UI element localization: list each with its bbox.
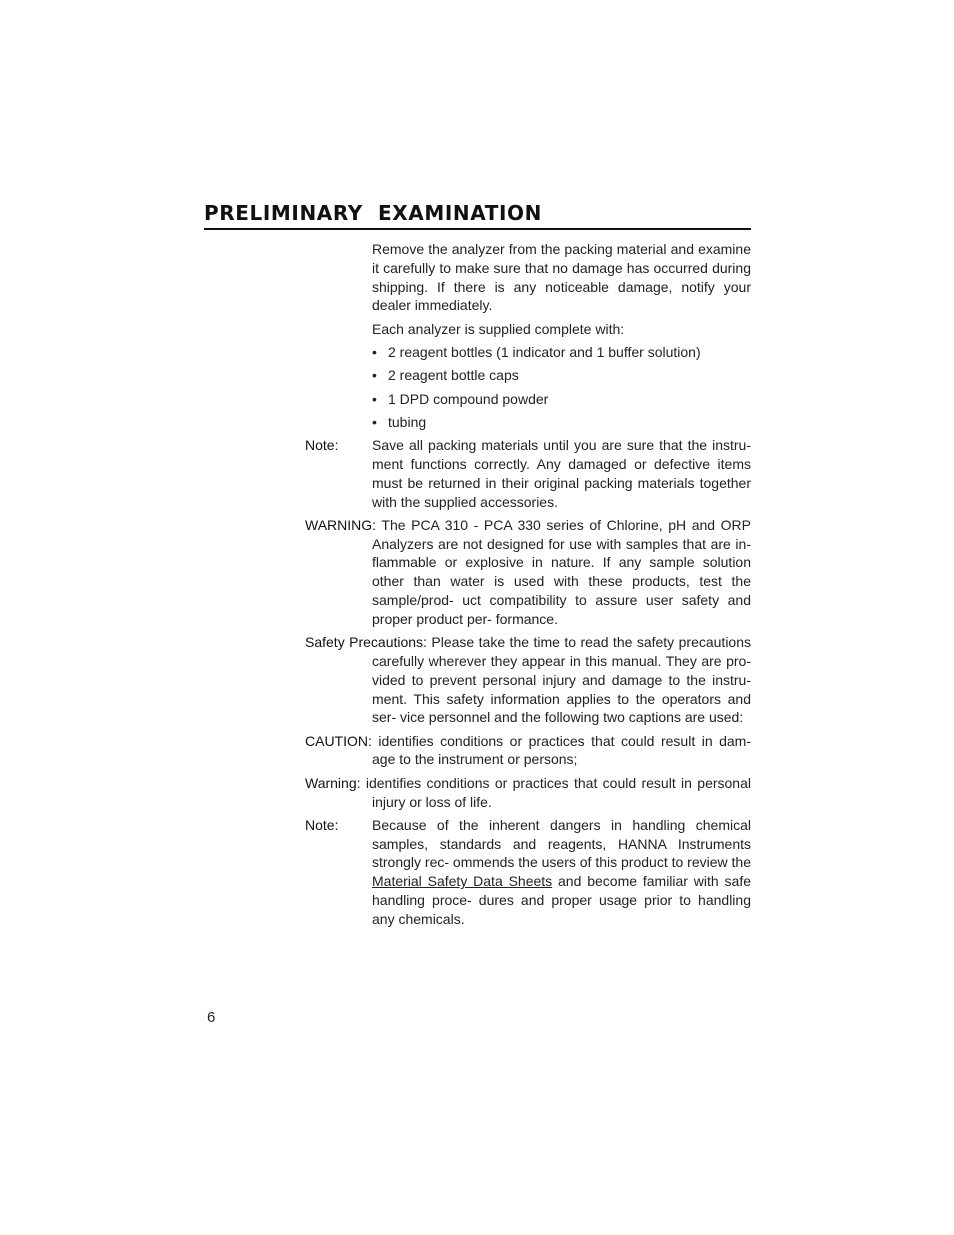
note-text-before: Because of the inherent dangers in handling chemical samples, standards and reagents, HANNA Instruments strongly rec- ommends the users of this product to review the	[372, 816, 751, 871]
list-item-text: tubing	[388, 413, 427, 430]
list-item-text: 1 DPD compound powder	[388, 390, 549, 407]
warning-paragraph	[305, 516, 751, 629]
note-text-after: and become familiar with safe handling proce- dures and proper usage prior to handling any chemicals.	[372, 873, 752, 927]
warning-text: The PCA 310 - PCA 330 series of Chlorine, pH and ORP Analyzers are not designed for use with samples that are in- flammable or explosive in nature. If any sample solution other than water is used with these products, test the sample/prod- uct compatibility to assure user safety and proper product per- formance.	[372, 516, 751, 627]
warning-caption-paragraph	[305, 774, 751, 812]
caution-paragraph	[305, 732, 751, 770]
list-item	[305, 390, 751, 409]
warning-caption-label: Warning:	[305, 774, 361, 791]
list-item	[305, 343, 751, 362]
note-label: Note:	[305, 437, 339, 454]
safety-precautions-label: Safety Precautions:	[305, 634, 427, 651]
list-item-text: 2 reagent bottles (1 indicator and 1 buffer solution)	[388, 343, 701, 360]
page-title: PRELIMINARY EXAMINATION	[204, 201, 542, 225]
list-item	[305, 413, 751, 432]
document-body	[305, 240, 751, 933]
supplied-items-list	[305, 343, 751, 432]
note-label: Note:	[305, 816, 339, 833]
note-text: Save all packing materials until you are sure that the instru- ment functions correctly. Any damaged or defective items must be returned in their original packing materials together with the supplied accessories.	[372, 437, 751, 510]
warning-caption-text: identifies conditions or practices that could result in personal injury or loss of life.	[365, 774, 751, 810]
msds-reference: Material Safety Data Sheets	[372, 873, 553, 890]
bullet-icon: •	[372, 367, 377, 384]
caution-label: CAUTION:	[305, 732, 372, 749]
safety-precautions-paragraph	[305, 633, 751, 727]
bullet-icon: •	[372, 413, 377, 430]
page-number: 6	[207, 1009, 216, 1026]
caution-text: identifies conditions or practices that could result in dam- age to the instrument or persons;	[372, 732, 751, 768]
bullet-icon: •	[372, 390, 377, 407]
safety-precautions-text: Please take the time to read the safety precautions carefully wherever they appear in this manual. They are pro- vided to prevent personal injury and damage to the instru- ment. This safety information applies to the operators and ser- vice personnel and the following two captions are used:	[372, 634, 752, 726]
bullet-icon: •	[372, 343, 377, 360]
list-item-text: 2 reagent bottle caps	[388, 367, 519, 384]
msds-note	[305, 816, 751, 929]
warning-label: WARNING:	[305, 516, 377, 533]
title-divider	[204, 228, 751, 230]
supplied-with-text: Each analyzer is supplied complete with:	[372, 320, 625, 337]
intro-paragraph: Remove the analyzer from the packing material and examine it carefully to make sure that no damage has occurred during shipping. If there is any noticeable damage, notify your dealer immediately.	[372, 241, 751, 314]
list-item	[305, 366, 751, 385]
packing-note	[305, 436, 751, 511]
